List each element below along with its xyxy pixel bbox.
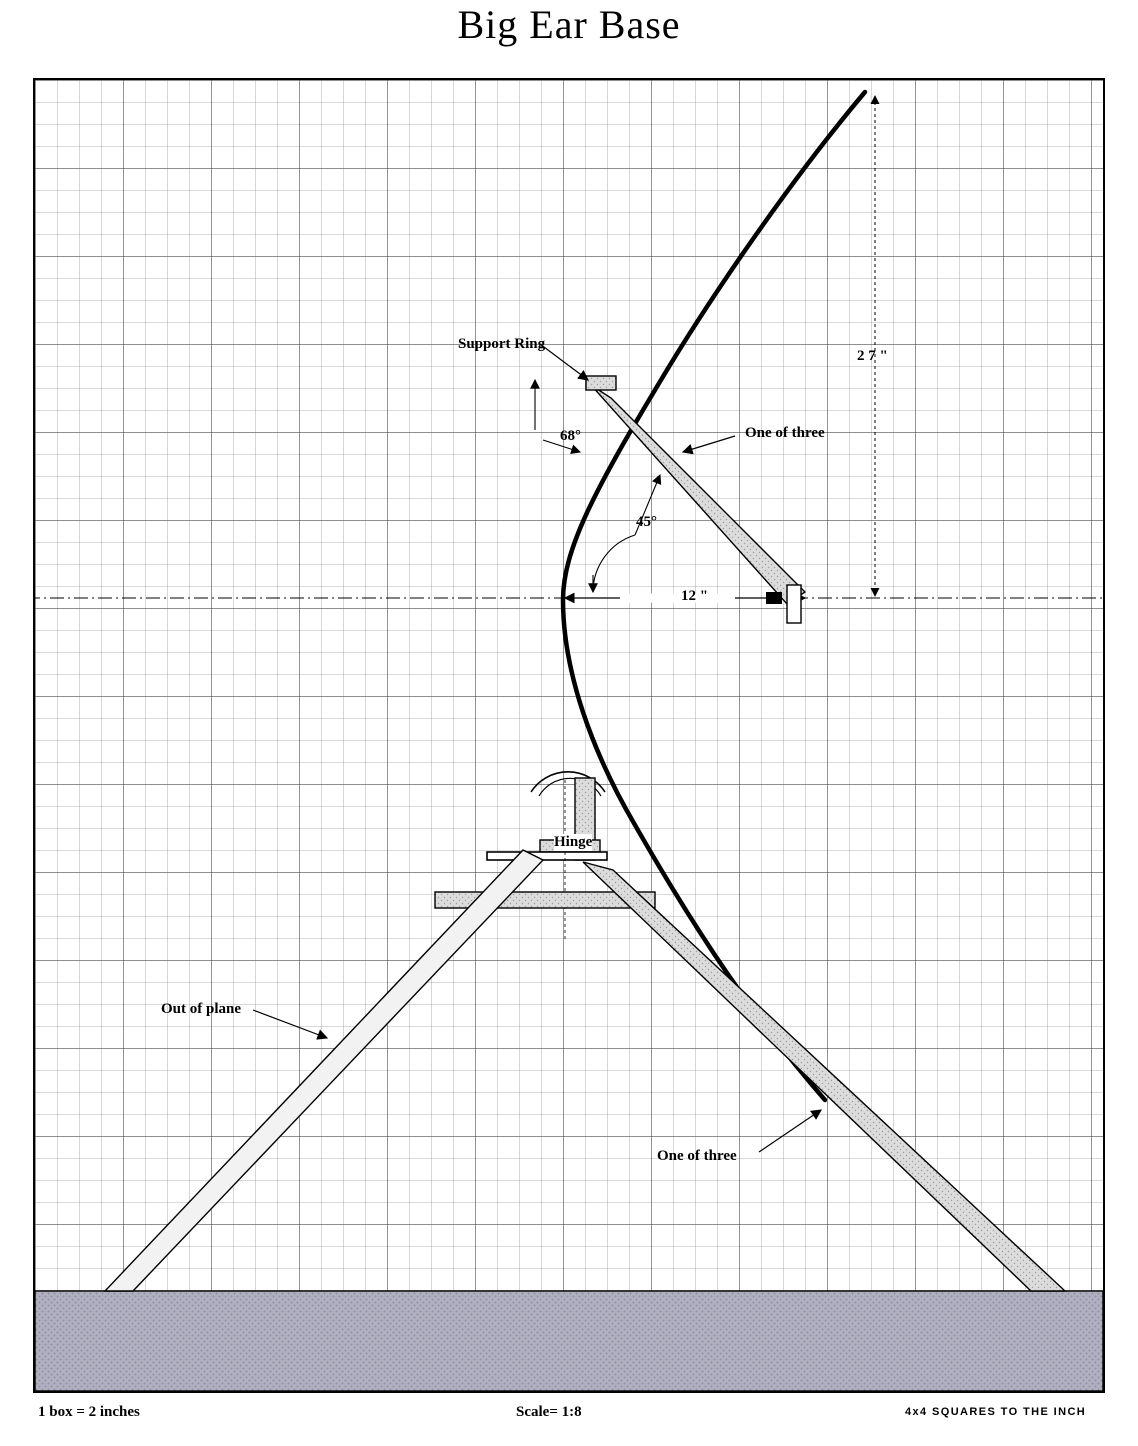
angle-45-leader <box>593 475 660 592</box>
drawing-linework <box>35 80 1103 1391</box>
hinge-assembly <box>487 772 607 940</box>
annotation-support-ring: Support Ring <box>458 336 546 352</box>
annotation-one-of-three-top: One of three <box>745 425 825 441</box>
one-of-three-upper-leader <box>683 436 735 452</box>
leg-one-of-three <box>583 862 1065 1291</box>
support-arm-upper <box>586 376 805 623</box>
ground-band <box>35 1291 1103 1391</box>
footer-scale: Scale= 1:8 <box>516 1404 582 1420</box>
drawing-frame <box>33 78 1105 1393</box>
support-ring-leader <box>540 344 588 380</box>
annotation-dim-27: 2 7 " <box>857 348 888 364</box>
annotation-dim-12: 12 " <box>681 588 709 604</box>
annotation-angle-68: 68° <box>560 428 581 444</box>
one-of-three-lower-leader <box>759 1110 821 1152</box>
annotation-out-of-plane: Out of plane <box>161 1001 242 1017</box>
annotation-hinge: Hinge <box>554 834 593 850</box>
footer-scale-note: 1 box = 2 inches <box>38 1404 140 1420</box>
out-of-plane-leader <box>253 1010 327 1038</box>
annotation-angle-45: 45° <box>636 514 657 530</box>
leg-out-of-plane <box>105 850 543 1291</box>
annotation-one-of-three-bottom: One of three <box>657 1148 737 1164</box>
footer-grid-note: 4x4 SQUARES TO THE INCH <box>905 1406 1087 1418</box>
page-title: Big Ear Base <box>457 2 681 47</box>
